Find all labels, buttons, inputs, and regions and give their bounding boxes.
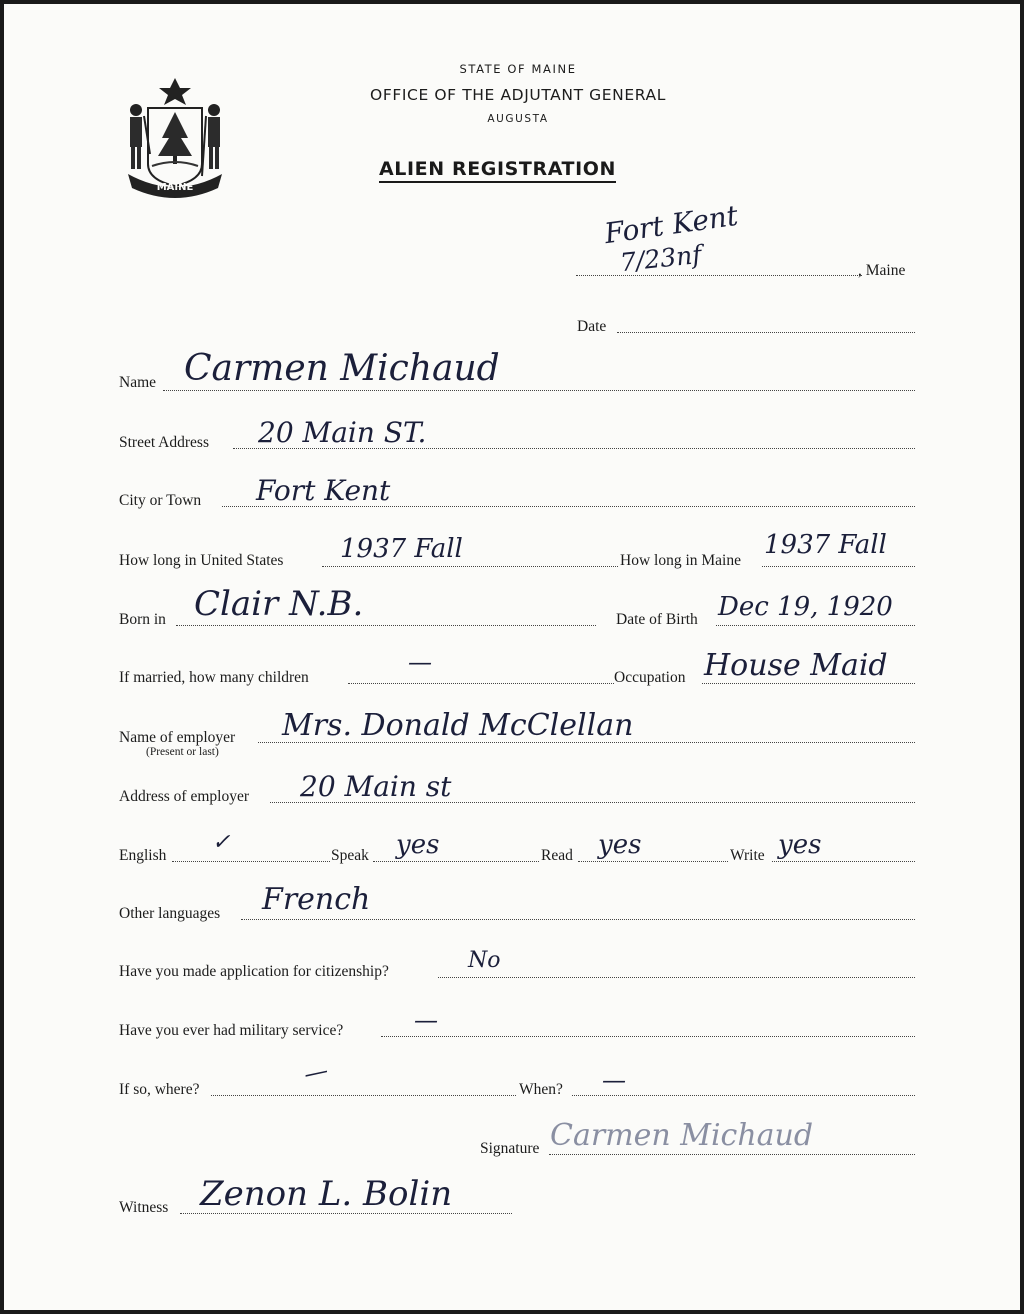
how-long-maine-label: How long in Maine bbox=[620, 552, 741, 569]
married-children-line bbox=[348, 683, 614, 684]
other-languages-entry: French bbox=[262, 882, 371, 917]
if-so-where-line bbox=[211, 1095, 516, 1096]
born-in-label: Born in bbox=[119, 611, 166, 628]
employer-name-entry: Mrs. Donald McClellan bbox=[282, 708, 634, 743]
married-children-entry: — bbox=[408, 648, 432, 676]
city-or-town-label: City or Town bbox=[119, 492, 202, 509]
if-so-where-entry: — bbox=[301, 1055, 331, 1089]
when-label: When? bbox=[519, 1081, 563, 1098]
write-entry: yes bbox=[778, 830, 822, 860]
how-long-us-entry: 1937 Fall bbox=[340, 534, 463, 564]
english-line bbox=[172, 861, 330, 862]
speak-label: Speak bbox=[331, 847, 369, 864]
occupation-label: Occupation bbox=[614, 669, 686, 686]
english-label: English bbox=[119, 847, 167, 864]
read-label: Read bbox=[541, 847, 573, 864]
when-line bbox=[572, 1095, 915, 1096]
if-so-where-label: If so, where? bbox=[119, 1081, 200, 1098]
place-entry-line1: Fort Kent bbox=[602, 198, 740, 251]
street-address-entry: 20 Main ST. bbox=[258, 416, 427, 449]
state-heading: STATE OF MAINE bbox=[459, 62, 577, 76]
citizenship-entry: No bbox=[468, 948, 501, 973]
witness-entry: Zenon L. Bolin bbox=[200, 1174, 453, 1214]
place-entry-line2: 7/23nf bbox=[618, 239, 703, 278]
name-line bbox=[163, 390, 915, 391]
date-of-birth-entry: Dec 19, 1920 bbox=[718, 592, 893, 622]
write-line bbox=[772, 861, 915, 862]
street-address-label: Street Address bbox=[119, 434, 209, 451]
date-label: Date bbox=[577, 318, 607, 335]
date-line bbox=[617, 332, 915, 333]
city-or-town-entry: Fort Kent bbox=[256, 474, 391, 507]
born-in-line bbox=[176, 625, 596, 626]
office-heading: OFFICE OF THE ADJUTANT GENERAL bbox=[370, 86, 666, 104]
svg-text:MAINE: MAINE bbox=[156, 182, 194, 193]
speak-line bbox=[373, 861, 539, 862]
signature-line bbox=[549, 1154, 915, 1155]
signature-label: Signature bbox=[480, 1140, 540, 1157]
form-title: ALIEN REGISTRATION bbox=[379, 158, 616, 183]
read-line bbox=[578, 861, 728, 862]
how-long-us-label: How long in United States bbox=[119, 552, 284, 569]
how-long-maine-line bbox=[762, 566, 915, 567]
occupation-entry: House Maid bbox=[704, 648, 888, 683]
date-of-birth-line bbox=[716, 625, 915, 626]
born-in-entry: Clair N.B. bbox=[194, 584, 364, 624]
married-children-label: If married, how many children bbox=[119, 669, 309, 686]
other-languages-line bbox=[241, 919, 915, 920]
other-languages-label: Other languages bbox=[119, 905, 221, 922]
name-entry: Carmen Michaud bbox=[184, 348, 500, 389]
military-entry: — bbox=[414, 1006, 438, 1034]
city-heading: AUGUSTA bbox=[487, 113, 549, 125]
employer-address-label: Address of employer bbox=[119, 788, 249, 805]
citizenship-label: Have you made application for citizenship? bbox=[119, 963, 389, 980]
employer-name-label: Name of employer bbox=[119, 729, 236, 746]
speak-entry: yes bbox=[396, 830, 440, 860]
employer-note: (Present or last) bbox=[146, 746, 219, 758]
when-entry: — bbox=[602, 1066, 626, 1094]
date-of-birth-label: Date of Birth bbox=[616, 611, 698, 628]
name-label: Name bbox=[119, 374, 157, 391]
place-line bbox=[576, 275, 862, 276]
how-long-maine-entry: 1937 Fall bbox=[764, 530, 887, 560]
employer-address-entry: 20 Main st bbox=[300, 770, 452, 803]
military-label: Have you ever had military service? bbox=[119, 1022, 344, 1039]
occupation-line bbox=[702, 683, 915, 684]
witness-label: Witness bbox=[119, 1199, 169, 1216]
english-entry: ✓ bbox=[212, 830, 231, 855]
read-entry: yes bbox=[598, 830, 642, 860]
write-label: Write bbox=[730, 847, 765, 864]
how-long-us-line bbox=[322, 566, 618, 567]
citizenship-line bbox=[438, 977, 915, 978]
military-line bbox=[381, 1036, 915, 1037]
signature-entry: Carmen Michaud bbox=[550, 1118, 814, 1153]
maine-label: , Maine bbox=[858, 262, 906, 279]
